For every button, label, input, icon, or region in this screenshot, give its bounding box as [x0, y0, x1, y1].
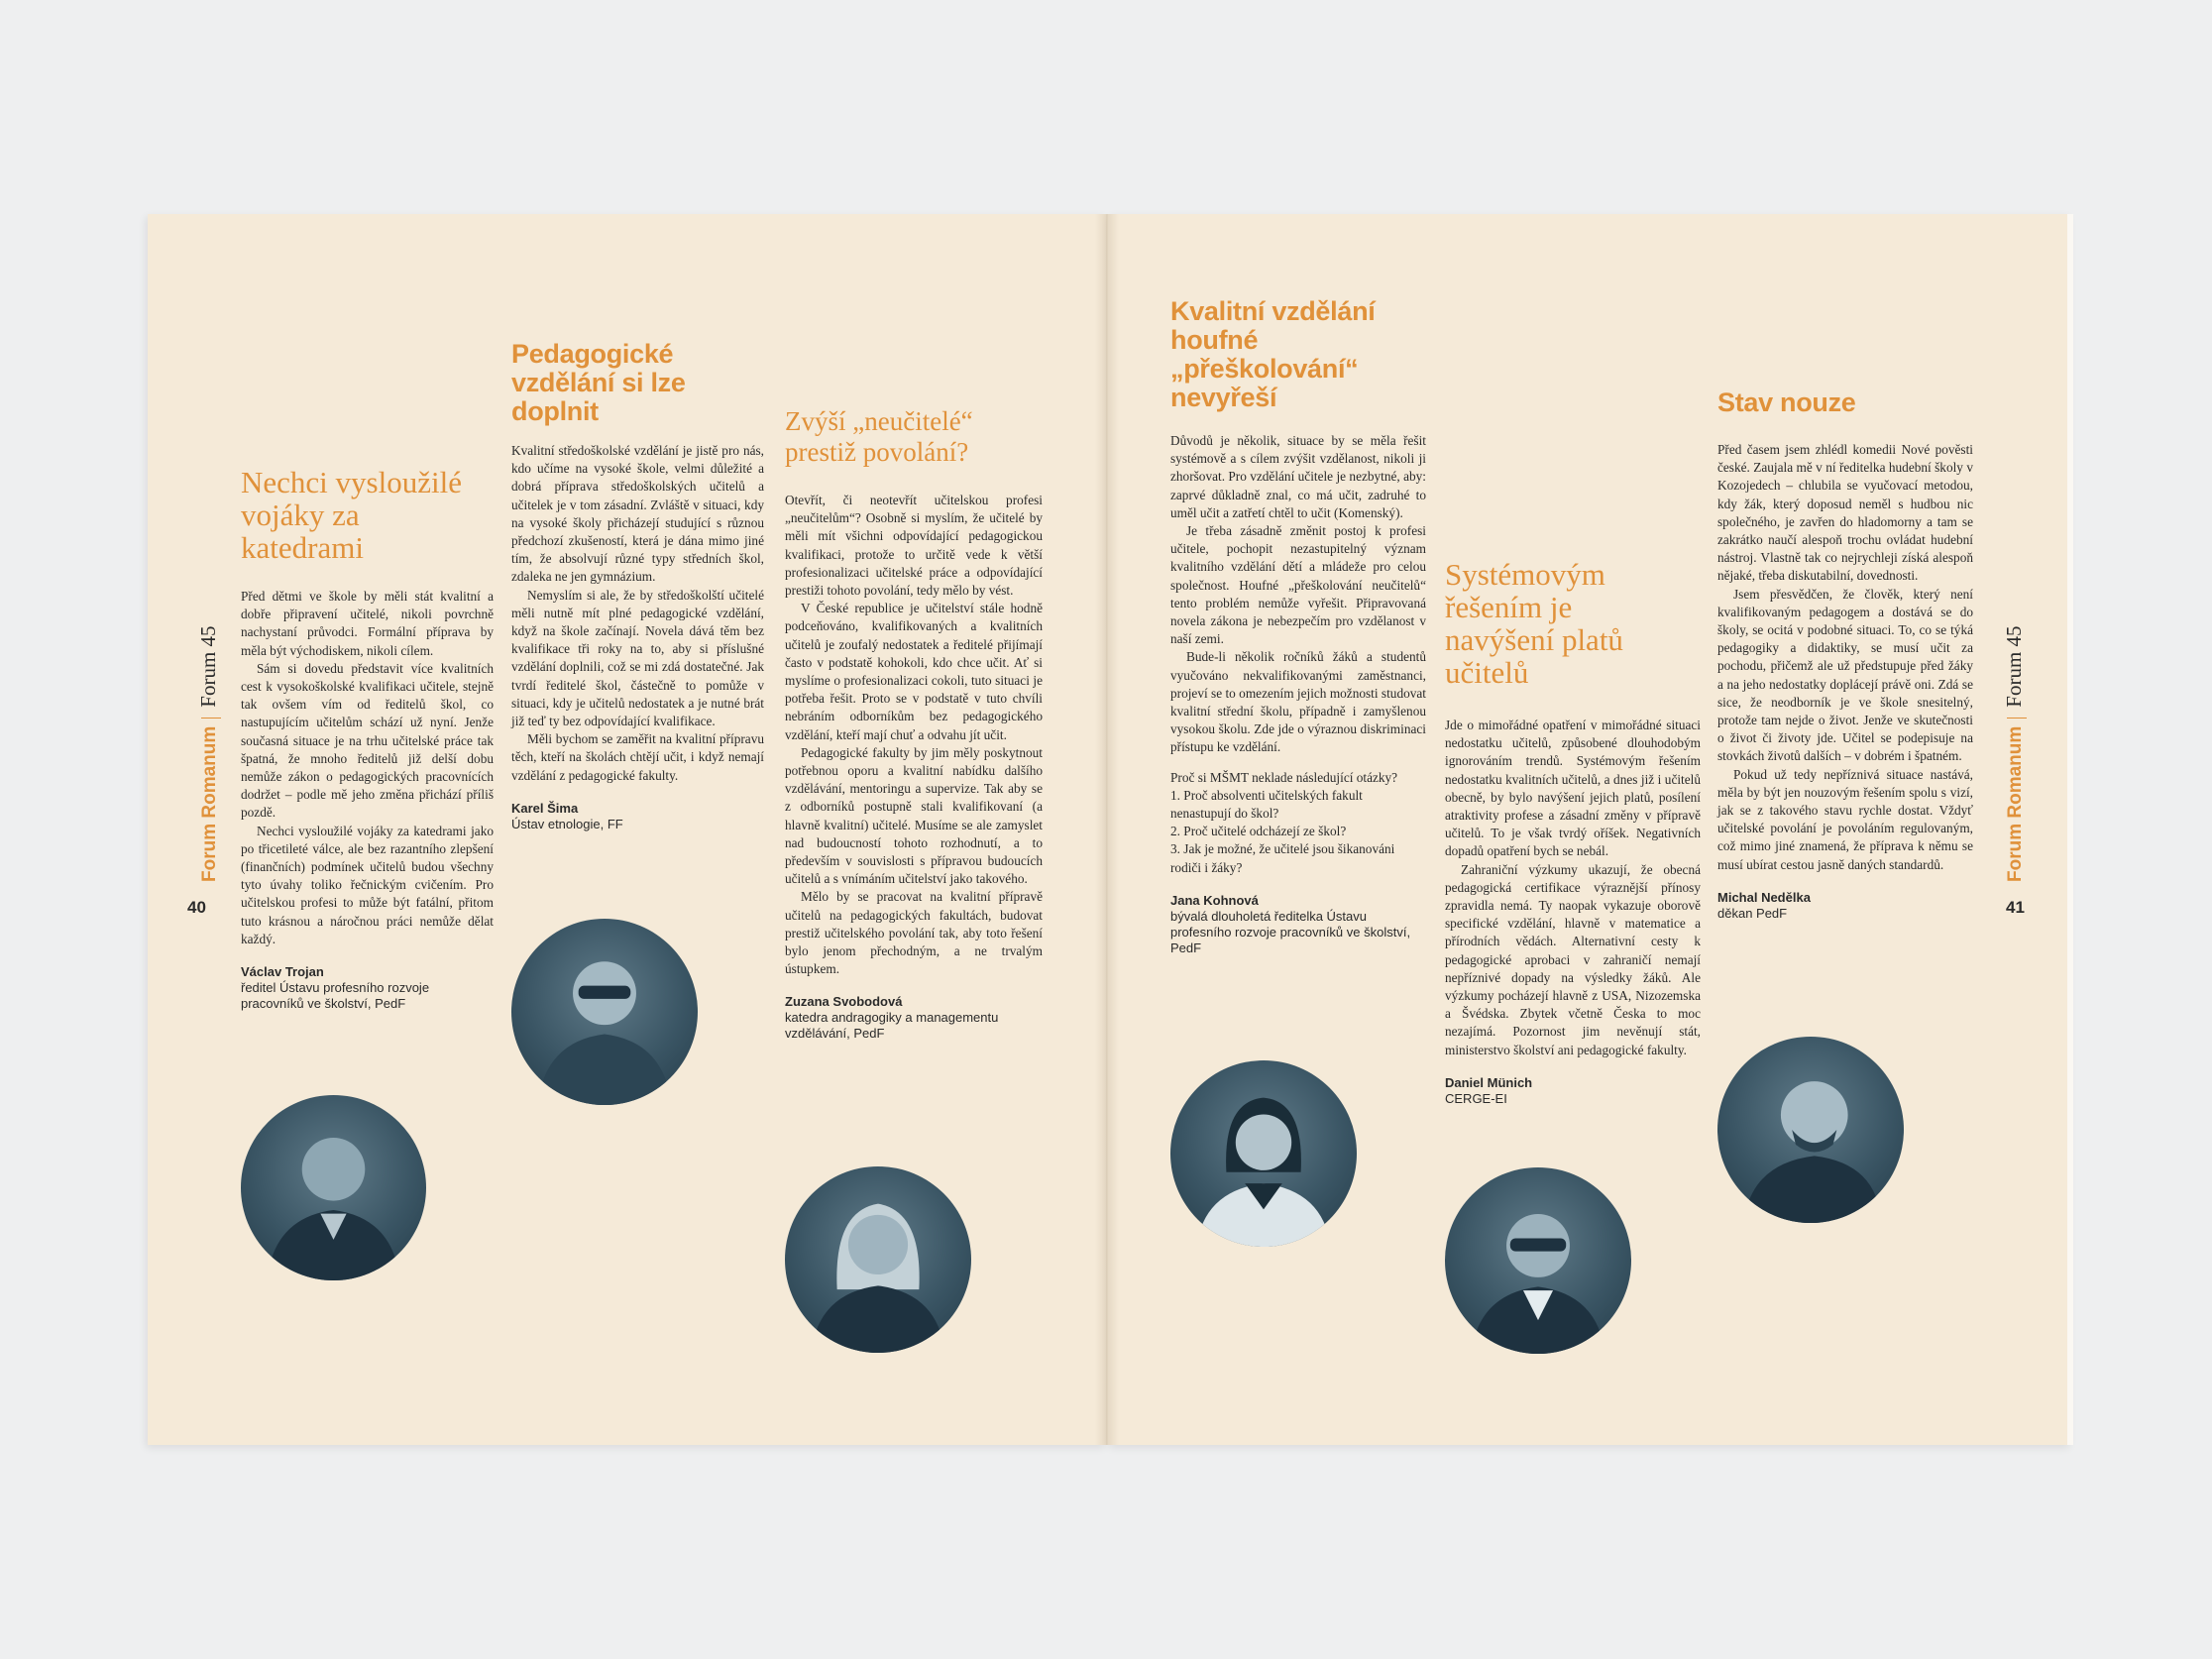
author-photo	[241, 1095, 426, 1280]
author-role: ředitel Ústavu profesního rozvoje pracovníků ve školství, PedF	[241, 980, 430, 1012]
brand-label: Forum Romanum	[2005, 725, 2026, 882]
author-name: Daniel Münich	[1445, 1074, 1533, 1090]
paragraph: Pedagogické fakulty by jim měly poskytnout potřebnou oporu a kvalitní nabídku dalšího vzdělávání, mentoringu a supervize. Tak aby se z odborníků postupně stali kvalifikovaní (a hlavně kvalitní) učitelé. Musíme se ale zamyslet nad budoucností tohoto rozhodnutí, a to především v souvislosti s přípravou budoucích učitelů a s vnímáním učitelství jako takového.	[785, 744, 1043, 887]
author-photo	[785, 1166, 971, 1353]
paragraph: Zahraniční výzkumy ukazují, že obecná pedagogická certifikace výraznější přínosy zpravidla nemá. Ty naopak vykazuje oborově specifické vzdělání, hlavně v matematice a přírodních vědách. Alternativní cesty k pedagogické aprobaci v zahraničí nemají nepříznivé dopady na výsledky žáků. Ale výzkumy pocházejí hlavně z USA, Nizozemska a Švédska. Zbytek včetně Česka to moc nezajímá. Pozornost jim nevěnují stát, ministerstvo školství ani pedagogické fakulty.	[1445, 861, 1701, 1057]
author-photo	[511, 919, 698, 1105]
article-svobodova	[785, 406, 1043, 1042]
paragraph: Jde o mimořádné opatření v mimořádné situaci nedostatku učitelů, způsobené dlouhodobým ignorováním trendů. Systémovým řešením nedostatku kvalitních učitelů, a dnes již i učitelů obecně, by bylo navýšení jejich platů, posílení atraktivity profese a zásadní změny v přípravě učitelů. To je však tvrdý oříšek. Negativních dopadů opatření bych se nebál.	[1445, 718, 1701, 859]
article-heading: Pedagogické vzdělání si lze doplnit	[511, 339, 686, 426]
right-running-head	[2002, 625, 2027, 882]
divider	[201, 718, 221, 719]
author-name: Michal Nedělka	[1717, 889, 1811, 905]
spine-gutter	[1095, 214, 1119, 1445]
article-body	[511, 442, 764, 785]
article-heading: Stav nouze	[1717, 387, 1856, 417]
article-sima	[511, 340, 764, 832]
article-body	[1717, 441, 1973, 874]
author-role: katedra andragogiky a managementu vzdělávání, PedF	[785, 1010, 999, 1042]
article-heading: Nechci vysloužilé vojáky za katedrami	[241, 465, 462, 565]
author-name: Václav Trojan	[241, 964, 324, 980]
brand-label: Forum Romanum	[199, 725, 220, 882]
paragraph: Důvodů je několik, situace by se měla řešit systémově a s cílem zvýšit vzdělanost, nikoli ji zhoršovat. Pro vzdělání učitele je nezbytné, aby: zaprvé důkladně znal, co má učit, zadruhé to uměl učit a zatřetí chtěl to učit (Komenský).	[1170, 433, 1426, 520]
article-heading: Zvýší „neučitelé“ prestiž povolání?	[785, 406, 973, 467]
article-body	[1170, 432, 1426, 877]
author-signature	[1717, 890, 1973, 922]
author-signature	[511, 801, 764, 832]
question-item: 3. Jak je možné, že učitelé jsou šikanováni rodiči i žáky?	[1170, 841, 1395, 875]
author-signature	[1445, 1075, 1701, 1107]
author-name: Karel Šima	[511, 800, 579, 816]
paragraph: Mělo by se pracovat na kvalitní přípravě učitelů na pedagogických fakultách, budovat prestiž učitelského povolání tak, aby toto řešení bylo jenom přechodným, a ne trvalým ústupkem.	[785, 889, 1043, 977]
paragraph: Jsem přesvědčen, že člověk, který není kvalifikovaným pedagogem a dostává se do školy, se ocitá v podobné situaci. To, co se týká pedagogiky a didaktiky, se musí učit za pochodu, přičemž ale už předstupuje před žáky a na jeho nedostatky doplácejí právě oni. Zdá se sice, že neodborník je ve škole snesitelný, protože tam nejde o život. Jenže ve skutečnosti o život či životy jde. Učitel se podepisuje na stovkách životů dalších – v dobrém i špatném.	[1717, 586, 1973, 764]
paragraph: Sám si dovedu představit více kvalitních cest k vysokoškolské kvalifikaci učitele, stejně tak ovšem vím od ředitelů škol, co nastupujícím učitelům schází už nyní. Jenže současná situace je na trhu učitelské práce tak špatná, že mnoho ředitelů již delší dobu nemůže zákon o pedagogických pracovnících dodržet – podle mě jeho změna přichází příliš pozdě.	[241, 660, 494, 821]
paragraph: V České republice je učitelství stále hodně podceňováno, kvalifikovaných a kvalitních učitelů je zoufalý nedostatek a ředitelé přijímají často v podstatě kohokoli, kdo chce učit. Ať si myslíme o profesionalizaci cokoli, tuto situaci je potřeba řešit. Proto se v podstatě v tuto chvíli nebráním odborníkům bez pedagogického vzdělání, kteří mají chuť a odvahu jít učit.	[785, 601, 1043, 742]
article-trojan	[241, 466, 494, 1012]
paragraph: Pokud už tedy nepříznivá situace nastává, měla by být jen nouzovým řešením spolu s vizí, jak se z takového stavu rychle dostat. Vždyť učitelské povolání je povoláním regulovaným, což mimo jiné znamená, že příprava k němu se musí ubírat cestou jasně daných standardů.	[1717, 766, 1973, 872]
paragraph: Bude-li několik ročníků žáků a studentů vyučováno nekvalifikovanými zaměstnanci, projeví se to omezením jejich možnosti studovat kvalitní střední školu, případně i zamyšlenou vysokou školu. Zde jde o výraznou diskriminaci přístupu ke vzdělání.	[1170, 649, 1426, 755]
magazine-label: Forum 45	[196, 625, 220, 708]
paragraph: Před dětmi ve škole by měli stát kvalitní a dobře připravení učitelé, nikoli povrchně nachystaní průvodci. Formální příprava by měla být východiskem, nikoli cílem.	[241, 589, 494, 658]
article-kohnova	[1170, 297, 1426, 956]
author-role: CERGE-EI	[1445, 1090, 1507, 1106]
paragraph: Nechci vysloužilé vojáky za katedrami jako po třicetileté válce, ale bez razantního zlepšení (finančních) podmínek učitelů budou všechny tyto úvahy toliko řečnickým cvičením. Pro učitelskou profesi to může být fatální, přitom tuto krásnou a náročnou práci nemůže dělat každý.	[241, 823, 494, 946]
article-munich	[1445, 558, 1701, 1107]
article-body	[1445, 717, 1701, 1059]
article-heading: Systémovým řešením je navýšení platů učitelů	[1445, 557, 1623, 690]
article-nedelka	[1717, 388, 1973, 922]
author-signature	[785, 994, 1043, 1042]
author-signature	[1170, 893, 1426, 956]
paragraph: Otevřít, či neotevřít učitelskou profesi „neučitelům“? Osobně si myslím, že učitelé by měli mít všichni odpovídající pedagogickou kvalifikaci, protože to určitě vede k větší profesionalizaci učitelské práce a odpovídající prestiži tohoto povolání, tedy mělo by vést.	[785, 493, 1043, 599]
paragraph: Měli bychom se zaměřit na kvalitní přípravu těch, kteří na školách chtějí učit, i když nemají vzdělání z pedagogické fakulty.	[511, 731, 764, 783]
author-role: bývalá dlouholetá ředitelka Ústavu profesního rozvoje pracovníků ve školství, PedF	[1170, 908, 1411, 955]
author-name: Jana Kohnová	[1170, 892, 1259, 908]
article-body	[241, 588, 494, 948]
article-heading: Kvalitní vzdělání houfné „přeškolování“ nevyřeší	[1170, 296, 1376, 412]
paragraph: Před časem jsem zhlédl komedii Nové pověsti české. Zaujala mě v ní ředitelka hudební školy v Kozojedech – chlubila se vyučovací metodou, kdy žák, který doposud neměl s hudbou nic společného, je zavřen do hladomorny a tam se zakrátko naučí alespoň trochu ovládat hudební nástroj. Vlastně tak co nejrychleji získá alespoň nějaké, třeba diskutabilní, dovednosti.	[1717, 442, 1973, 584]
left-running-head	[196, 625, 221, 882]
author-name: Zuzana Svobodová	[785, 994, 903, 1010]
question-item: 1. Proč absolventi učitelských fakult nenastupují do škol?	[1170, 787, 1363, 822]
page-edge	[2067, 214, 2073, 1445]
divider	[2007, 718, 2027, 719]
page-number-left: 40	[187, 898, 206, 917]
author-signature	[241, 964, 494, 1012]
author-photo	[1717, 1037, 1904, 1223]
author-photo	[1445, 1167, 1631, 1354]
paragraph: Kvalitní středoškolské vzdělání je jistě pro nás, kdo učíme na vysoké škole, velmi důležité a dobrá příprava středoškolských učitelů a učitelek je v tom zásadní. Zvláště v situaci, kdy na vysoké školy přicházejí studující s různou předchozí zkušeností, která je dána mimo jiné tím, že absolvují různé typy středních škol, zdaleka ne jen gymnázium.	[511, 443, 764, 585]
author-role: děkan PedF	[1717, 905, 1788, 921]
paragraph: Je třeba zásadně změnit postoj k profesi učitele, pochopit nezastupitelný význam kvalitního vzdělání dětí a mládeže pro celou společnost. Houfné „přeškolování neučitelů“ tento problém nemůže vyřešit. Připravovaná novela zákona je nebezpečím pro vzdělanost v naší zemi.	[1170, 523, 1426, 647]
article-body	[785, 492, 1043, 978]
magazine-label: Forum 45	[2002, 625, 2026, 708]
paragraph: Nemyslím si ale, že by středoškolští učitelé měli nutně mít plné pedagogické vzdělání, když na škole začínají. Novela dává těm bez kvalifikace tři roky na to, aby si příslušné vzdělání doplnili, což se mi zdá dostatečné. Jak tvrdí ředitelé škol, částečně to pomůže v situaci, kdy je učitelů nedostatek a je nutné brát již teď ty bez odpovídající kvalifikace.	[511, 587, 764, 729]
question-item: 2. Proč učitelé odcházejí ze škol?	[1170, 824, 1347, 839]
page-number-right: 41	[2006, 898, 2025, 917]
questions-intro: Proč si MŠMT neklade následující otázky?	[1170, 769, 1398, 785]
author-role: Ústav etnologie, FF	[511, 816, 623, 831]
author-photo	[1170, 1060, 1357, 1247]
